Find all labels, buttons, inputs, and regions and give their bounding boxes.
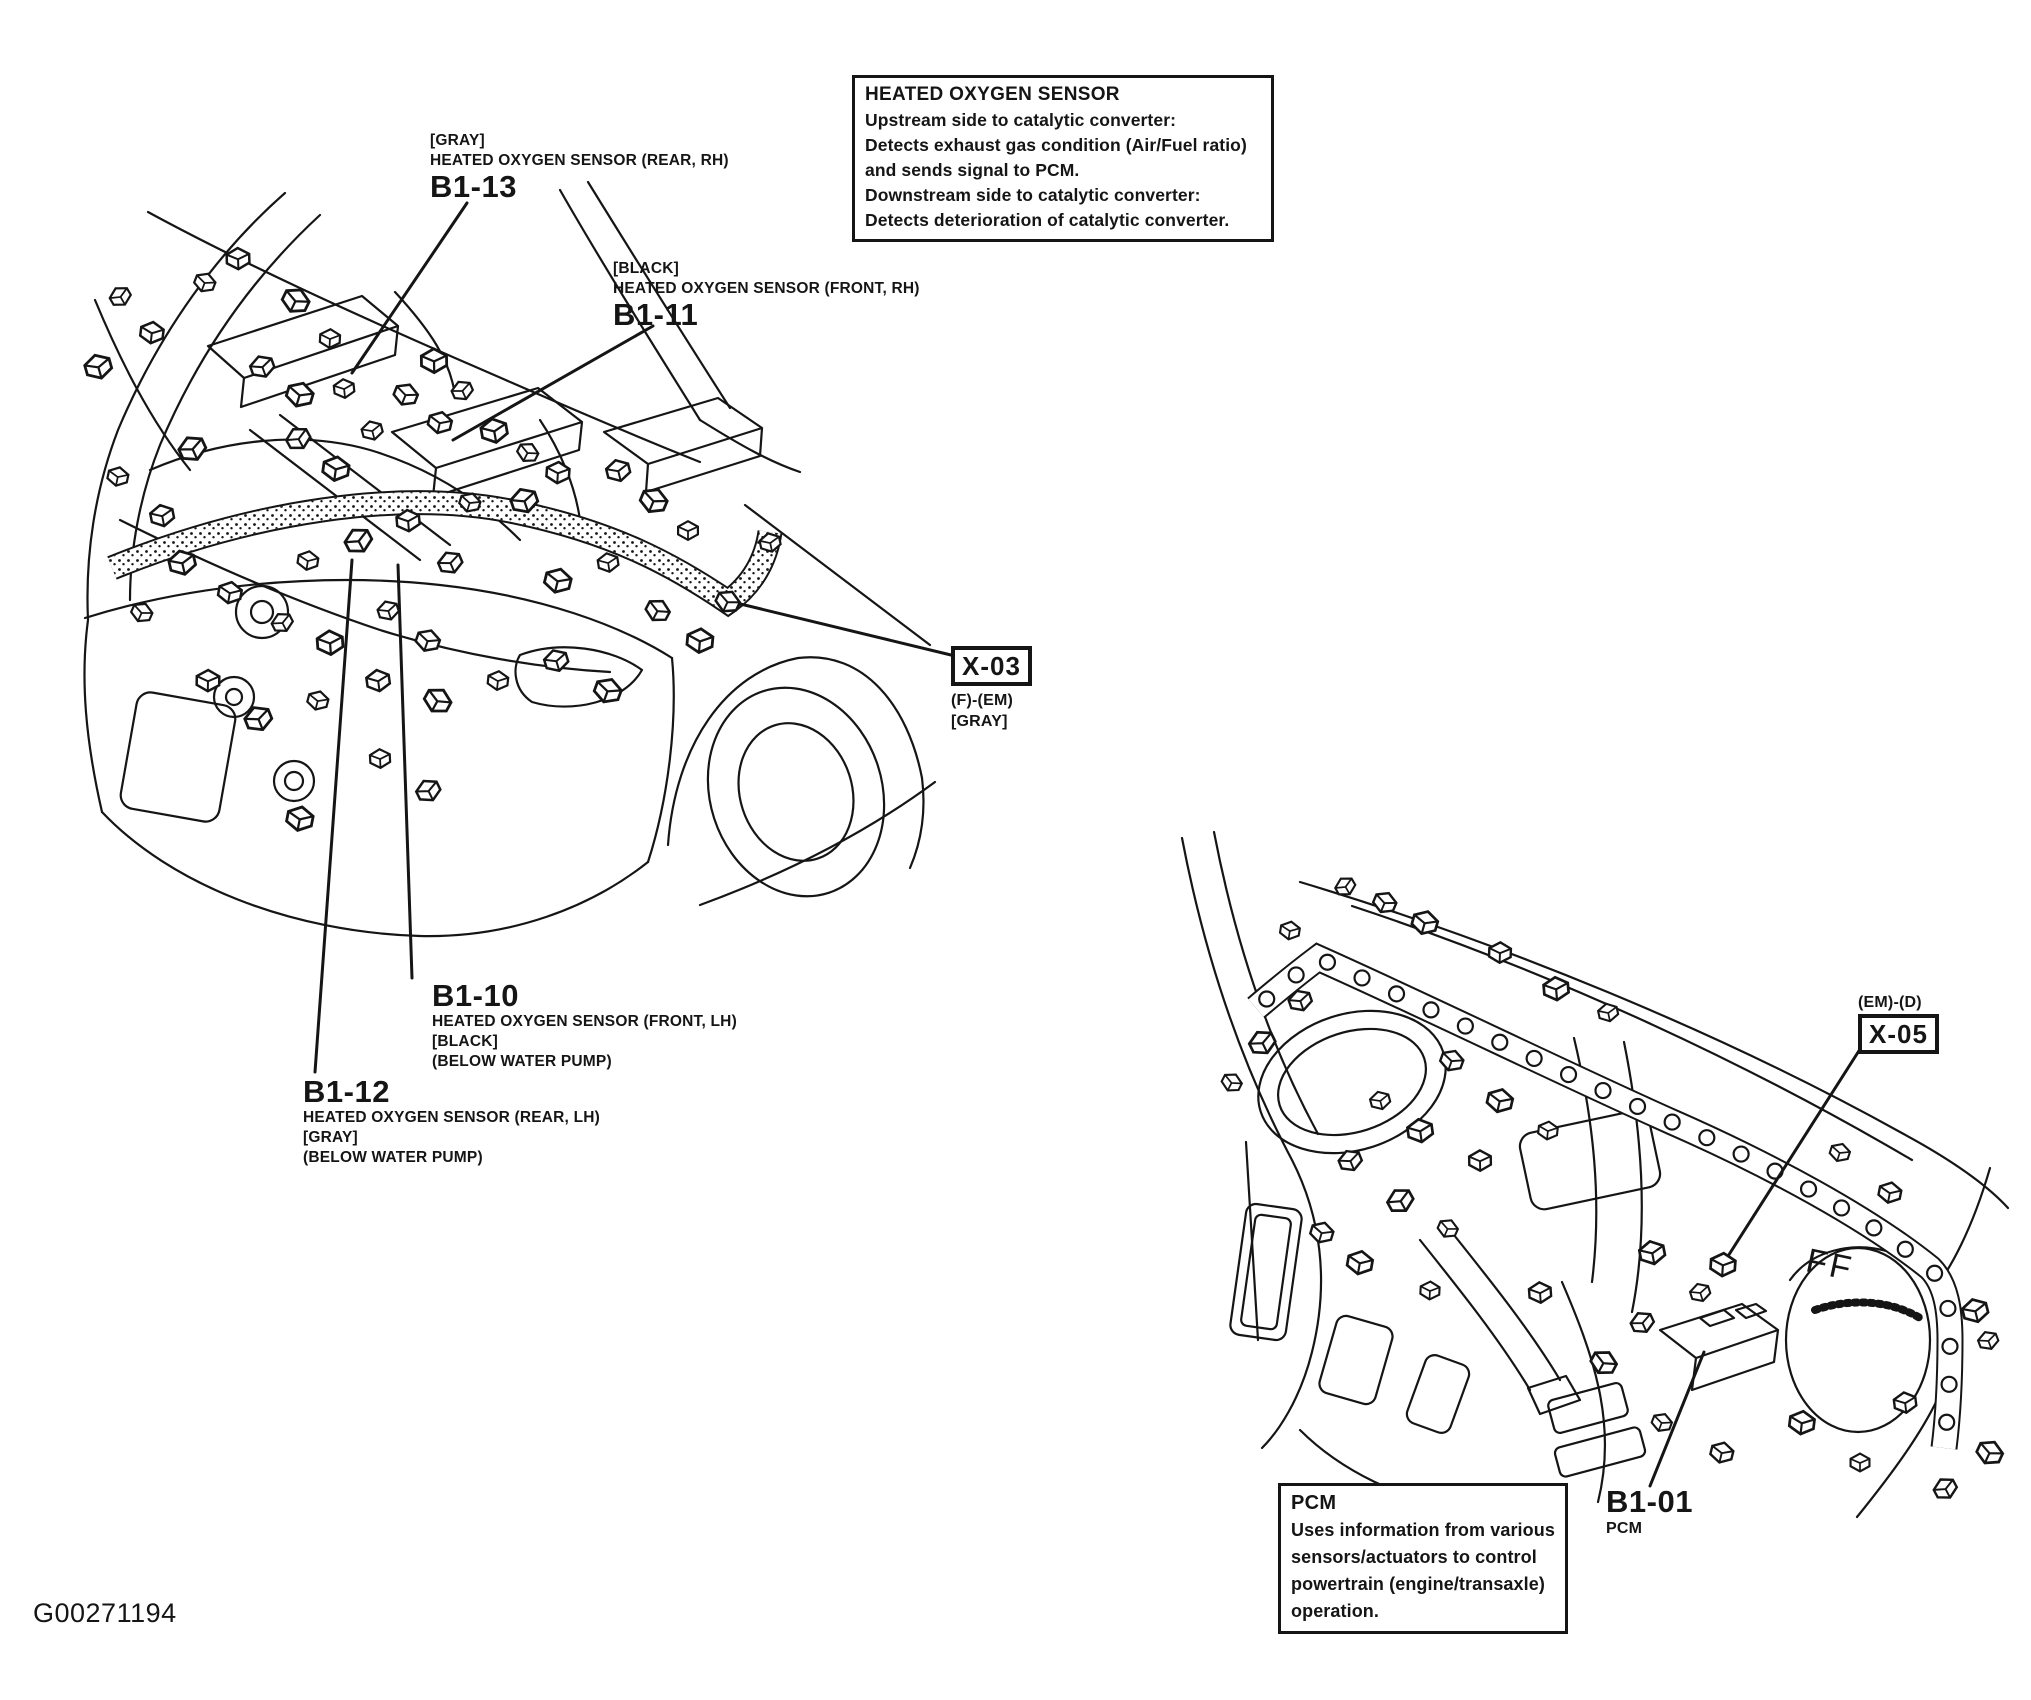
connector-icon xyxy=(197,670,220,692)
engine-harness-band xyxy=(112,503,770,602)
callout-b1-11 xyxy=(613,259,920,331)
callout-b1-10 xyxy=(432,980,737,1072)
connector-icon xyxy=(279,284,312,316)
connector-icon xyxy=(1650,1411,1674,1434)
steering-shaft xyxy=(1420,1230,1560,1390)
connector-icon xyxy=(414,776,444,805)
connector-icon xyxy=(515,440,541,466)
b1-10-name: HEATED OXYGEN SENSOR (FRONT, LH) xyxy=(432,1013,737,1030)
b1-12-color-tag: [GRAY] xyxy=(303,1129,358,1146)
fender-crease xyxy=(745,505,930,645)
heater-case-mark: FF xyxy=(1802,1241,1858,1289)
connector-icon xyxy=(1246,1027,1278,1058)
connector-icon xyxy=(1369,1089,1392,1111)
connector-icon xyxy=(333,378,355,399)
connector-icon xyxy=(176,433,209,465)
b1-12-name: HEATED OXYGEN SENSOR (REAR, LH) xyxy=(303,1109,600,1126)
connector-icon xyxy=(370,749,391,769)
harness-clip-hole xyxy=(1866,1220,1881,1235)
leader-x-03 xyxy=(728,601,951,655)
b1-11-color-tag: [BLACK] xyxy=(613,260,679,277)
connector-icon xyxy=(686,628,713,654)
leader-b1-13 xyxy=(352,203,467,373)
connector-icon xyxy=(1974,1437,2006,1468)
b1-13-name: HEATED OXYGEN SENSOR (REAR, RH) xyxy=(430,152,729,169)
connector-icon xyxy=(1788,1410,1815,1436)
x-05-code-box: X-05 xyxy=(1858,1014,1939,1054)
ho2s-note-line: Detects exhaust gas condition (Air/Fuel ratio) xyxy=(865,135,1247,155)
connector-icon xyxy=(1219,1070,1244,1094)
harness-clip-hole xyxy=(1423,1002,1438,1017)
connector-icon xyxy=(1877,1181,1902,1205)
bumper-bottom xyxy=(102,812,648,936)
b1-12-location: (BELOW WATER PUMP) xyxy=(303,1149,483,1166)
connector-icon xyxy=(1346,1249,1374,1276)
connector-icon xyxy=(1489,942,1511,963)
ho2s-note-line: Downstream side to catalytic converter: xyxy=(865,185,1201,205)
callout-x-03 xyxy=(951,646,1032,732)
connector-icon xyxy=(427,410,454,436)
connector-icon xyxy=(226,248,249,270)
console-bracket-2 xyxy=(1554,1426,1647,1478)
connector-icon xyxy=(542,647,570,674)
connector-icon xyxy=(139,321,164,345)
harness-clip-hole xyxy=(1355,970,1370,985)
connector-icon xyxy=(1420,1281,1440,1300)
b1-01-sub: PCM xyxy=(1606,1520,1643,1537)
harness-clip-hole xyxy=(1898,1242,1913,1257)
connector-icon xyxy=(1931,1474,1960,1502)
connector-icon xyxy=(285,805,314,833)
headlight xyxy=(516,647,642,706)
front-wheel-hub xyxy=(721,708,871,876)
pcm-note xyxy=(1278,1483,1568,1634)
harness-clip-hole xyxy=(1801,1182,1816,1197)
bumper-left xyxy=(84,620,102,812)
b1-10-color-tag: [BLACK] xyxy=(432,1033,498,1050)
connector-icon xyxy=(1893,1391,1917,1414)
connector-icon xyxy=(1543,976,1569,1001)
b1-01-code: B1-01 xyxy=(1606,1484,1693,1519)
connector-icon xyxy=(242,703,274,735)
connector-icon xyxy=(1309,1220,1336,1246)
callout-b1-13 xyxy=(430,131,729,203)
b1-13-color-tag: [GRAY] xyxy=(430,132,485,149)
connector-icon xyxy=(1529,1282,1552,1304)
connector-icon xyxy=(283,424,313,453)
harness-clip-hole xyxy=(1734,1147,1749,1162)
callout-b1-12 xyxy=(303,1076,600,1168)
connector-icon xyxy=(365,669,390,693)
b1-13-code: B1-13 xyxy=(430,169,517,204)
harness-clip-hole xyxy=(1492,1035,1507,1050)
connector-icon xyxy=(543,566,573,595)
windshield-line2 xyxy=(1352,906,1912,1160)
b1-11-code: B1-11 xyxy=(613,297,699,332)
connector-icon xyxy=(1976,1329,2000,1352)
connector-icon xyxy=(546,461,570,484)
harness-clip-hole xyxy=(1389,986,1404,1001)
connector-icon xyxy=(376,599,401,623)
connector-icon xyxy=(421,349,447,373)
harness-clip-hole xyxy=(1834,1200,1849,1215)
connector-icon xyxy=(1828,1141,1851,1164)
harness-clip-hole xyxy=(1527,1051,1542,1066)
connector-icon xyxy=(597,552,619,574)
leader-b1-11 xyxy=(453,326,653,440)
accel-pedal xyxy=(1404,1352,1472,1435)
connector-icon xyxy=(1961,1297,1990,1325)
x-05-route: (EM)-(D) xyxy=(1858,994,1922,1011)
x-03-color-tag: [GRAY] xyxy=(951,713,1008,730)
connector-icon xyxy=(421,684,455,717)
connector-icon xyxy=(297,550,319,572)
connector-icon xyxy=(605,458,632,484)
heater-hose xyxy=(1815,1302,1920,1318)
connector-icon xyxy=(107,283,133,309)
air-box xyxy=(604,398,762,492)
connector-icon xyxy=(1588,1347,1620,1379)
b1-11-name: HEATED OXYGEN SENSOR (FRONT, RH) xyxy=(613,280,920,297)
connector-icon xyxy=(342,524,375,557)
harness-clip-hole xyxy=(1927,1266,1942,1281)
heated-oxygen-sensor-note xyxy=(852,75,1274,242)
connector-icon xyxy=(149,503,175,528)
connector-icon xyxy=(487,670,509,691)
callout-b1-01 xyxy=(1606,1486,1693,1539)
cowl-arc xyxy=(395,292,455,395)
connector-icon xyxy=(360,419,384,442)
connector-icon xyxy=(1597,1002,1619,1023)
connector-icon xyxy=(414,627,442,654)
connector-icon xyxy=(317,630,344,655)
connector-icon xyxy=(391,381,420,409)
connector-icon xyxy=(1638,1239,1666,1266)
connector-icon xyxy=(436,548,465,576)
harness-clip-hole xyxy=(1665,1115,1680,1130)
harness-clip-hole xyxy=(1630,1099,1645,1114)
harness-clip-hole xyxy=(1259,991,1274,1006)
connector-icon xyxy=(1688,1281,1711,1304)
b1-12-code: B1-12 xyxy=(303,1074,390,1109)
sill-line xyxy=(700,782,935,905)
ho2s-note-title: HEATED OXYGEN SENSOR xyxy=(865,84,1120,105)
connector-icon xyxy=(1279,920,1300,941)
harness-clip-hole xyxy=(1939,1415,1954,1430)
x-03-route: (F)-(EM) xyxy=(951,692,1014,709)
connector-icon xyxy=(1333,874,1358,899)
pcm-note-line: Uses information from various xyxy=(1291,1520,1555,1540)
leader-b1-10 xyxy=(398,565,412,978)
ho2s-note-line: Upstream side to catalytic converter: xyxy=(865,110,1177,130)
pcm-note-line: powertrain (engine/transaxle) xyxy=(1291,1574,1545,1594)
figure-id: G00271194 xyxy=(33,1598,177,1628)
pcm-note-line: sensors/actuators to control xyxy=(1291,1547,1537,1567)
connector-icon xyxy=(678,521,698,540)
harness-clip-hole xyxy=(1942,1377,1957,1392)
callout-x-05 xyxy=(1858,992,1939,1054)
connector-icon xyxy=(1851,1454,1870,1472)
hood-edge xyxy=(148,212,700,462)
pcm-note-line: operation. xyxy=(1291,1601,1380,1621)
brake-pedal xyxy=(1317,1314,1395,1407)
harness-clip-hole xyxy=(1289,967,1304,982)
connector-icon xyxy=(637,485,669,517)
connector-icon xyxy=(1406,1118,1433,1144)
connector-icon xyxy=(1485,1087,1514,1115)
harness-clip-hole xyxy=(1320,955,1335,970)
x-03-code-box: X-03 xyxy=(951,646,1032,686)
harness-clip-hole xyxy=(1458,1019,1473,1034)
ho2s-note-line: Detects deterioration of catalytic converter. xyxy=(865,210,1230,230)
front-wheel xyxy=(681,665,910,920)
connector-icon xyxy=(1469,1150,1491,1171)
connector-icon xyxy=(106,465,129,487)
pcm-connector xyxy=(1660,1304,1778,1390)
connector-icon xyxy=(1709,1440,1735,1465)
bumper-top xyxy=(85,580,672,658)
harness-clip-hole xyxy=(1699,1130,1714,1145)
connector-icon xyxy=(643,596,673,625)
connector-icon xyxy=(1538,1121,1559,1141)
dashboard-drawing xyxy=(1182,832,2008,1517)
connector-icon xyxy=(322,455,350,482)
harness-clip-hole xyxy=(1596,1083,1611,1098)
harness-clip-hole xyxy=(1940,1301,1955,1316)
b1-10-code: B1-10 xyxy=(432,978,519,1013)
connector-icon xyxy=(1410,908,1440,937)
b1-10-location: (BELOW WATER PUMP) xyxy=(432,1053,612,1070)
grommet-circle xyxy=(274,761,314,801)
harness-clip-hole xyxy=(1942,1339,1957,1354)
ho2s-note-line: and sends signal to PCM. xyxy=(865,160,1080,180)
connector-icon xyxy=(306,689,330,712)
connector-icon xyxy=(83,352,114,382)
pcm-note-title: PCM xyxy=(1291,1492,1337,1514)
cowl-line xyxy=(700,420,800,472)
connector-icon xyxy=(1710,1252,1736,1277)
harness-clip-hole xyxy=(1561,1067,1576,1082)
connector-icon xyxy=(1384,1185,1416,1217)
